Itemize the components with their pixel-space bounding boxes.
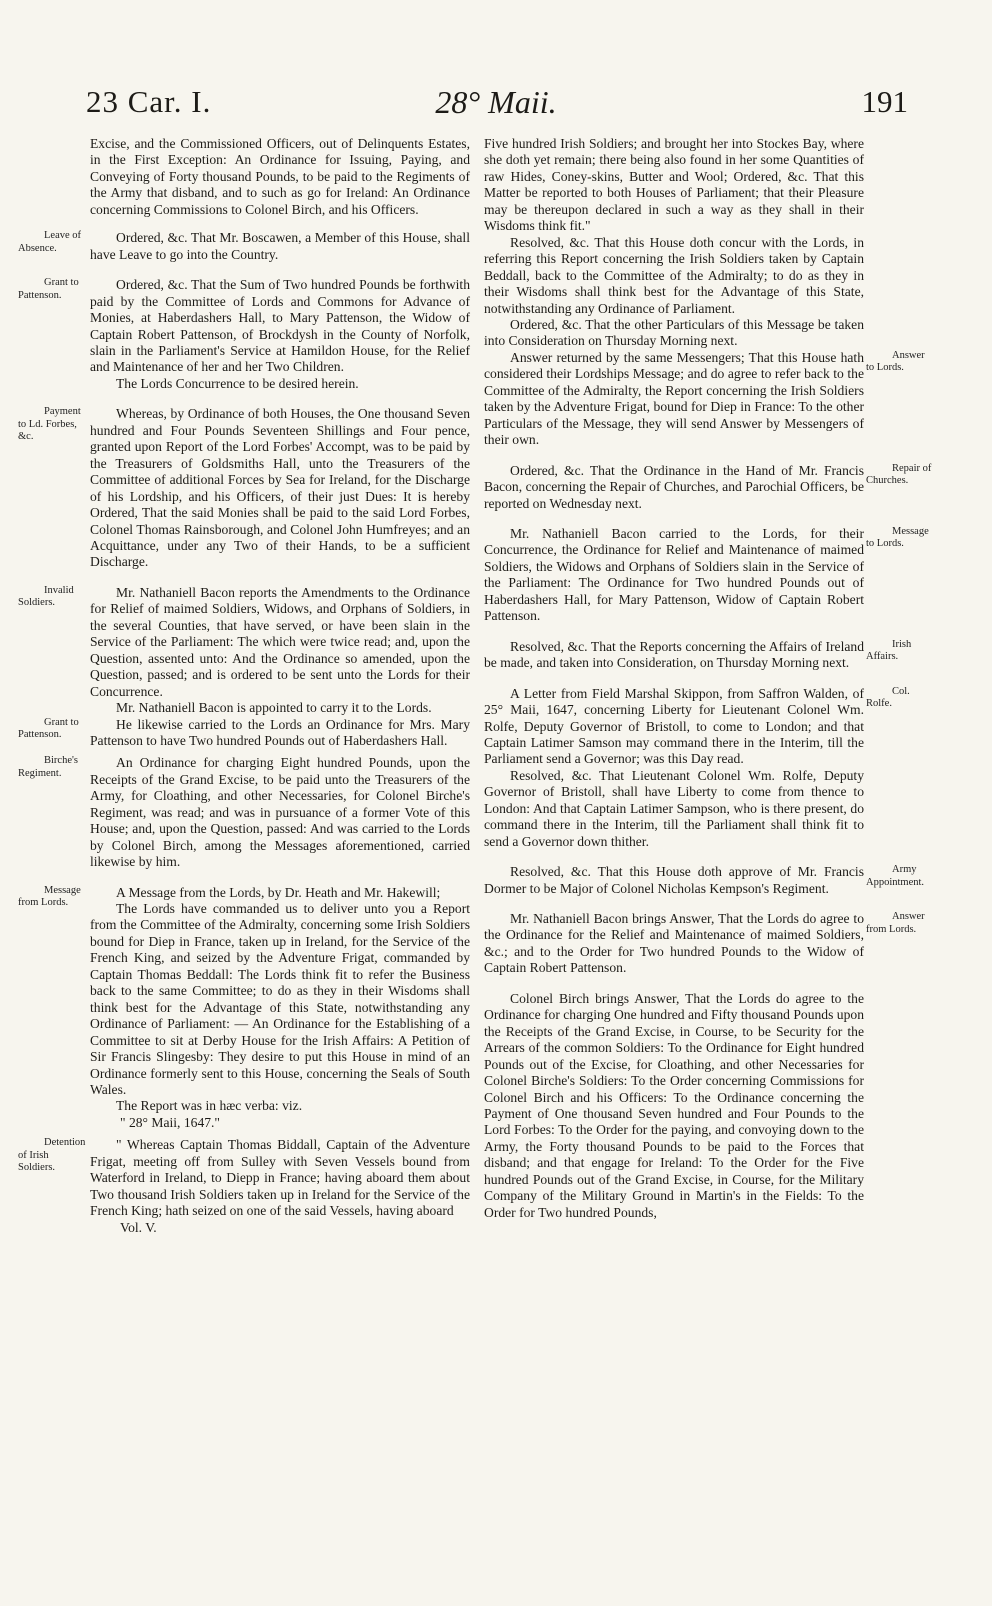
paragraph: Birche's Regiment. An Ordinance for charging Eight hundred Pounds, upon the Receipts of the Grand Excise, to be paid unto the Treasurers of the Army, for Cloathing, and other Necessaries, for Colonel Birche's Regiment, was read; and was in pursuance of a former Vote of this House; and, upon the Question, passed: And was carried to the Lords by Colonel Birch, among the Messages aforementioned, carried likewise by him. (18, 755, 470, 870)
paragraph: Colonel Birch brings Answer, That the Lords do agree to the Ordinance for charging One hundred and Fifty thousand Pounds upon the Receipts of the Grand Excise, in Course, to be Security for the Arrears of the common Soldiers: To the Ordinance for Eight hundred Pounds out of the Excise, for Cloathing, and other Necessaries for Colonel Birche's Soldiers: To the Order concerning Commissions for Colonel Birch and his Officers: To the Ordinance concerning the Payment of One thousand Seven hundred and Four Pounds to the Lord Forbes: To the Order for the paying, and convoying down to the Army, the Forty thousand Pounds to be paid to the Forces that disband; and that engage for Ireland: To the Order for the Five hundred Pounds out of the Grand Excise, in Course, for the Military Company of the Military Ground in Martin's in the Fields: To the Order for Two hundred Pounds, (484, 990, 864, 1220)
margin-note: Birche's Regiment. (18, 755, 78, 779)
running-head-regnal-year: 23 Car. I. (86, 84, 212, 119)
paragraph: Leave of Absence. Ordered, &c. That Mr. Boscawen, a Member of this House, shall have Leave to go into the Country. (18, 230, 470, 262)
margin-note: Detention of Irish Soldiers. (18, 1137, 86, 1174)
margin-note: Grant to Pattenson. (18, 716, 79, 740)
page-number: 191 (861, 84, 908, 119)
paragraph: Mr. Nathaniell Bacon is appointed to carry it to the Lords. (116, 700, 432, 716)
paragraph: Resolved, &c. That Lieutenant Colonel Wm. Rolfe, Deputy Governor of Bristoll, shall have Liberty to come from thence to London: And that Captain Latimer Sampson, who is there present, do command there in the Interim, till the Parliament shall think fit to send a Governor down thither. (484, 767, 864, 849)
paragraph: Excise, and the Commissioned Officers, out of Delinquents Estates, in the First Exception: An Ordinance for Issuing, Paying, and Conveying of Forty thousand Pounds, to be paid to the Regiments of the Army that disband, and to such as go for Ireland: An Ordinance concerning Commissions to Colonel Birch, and his Officers. (90, 136, 470, 217)
margin-note: Army Appointment. (866, 864, 925, 888)
left-column (18, 136, 470, 1236)
margin-note: Leave of Absence. (18, 230, 82, 254)
margin-note: Col. Rolfe. (866, 685, 910, 710)
right-column (484, 136, 932, 1221)
margin-note: Answer to Lords. (866, 349, 925, 374)
quote-date: " 28° Maii, 1647." (120, 1114, 220, 1130)
paragraph: Ordered, &c. That the other Particulars of this Message be taken into Consideration on Thursday Morning next. (484, 316, 864, 349)
paragraph: Message from Lords. A Message from the Lords, by Dr. Heath and Mr. Hakewill; (18, 884, 441, 909)
volume-signature: Vol. V. (120, 1219, 157, 1235)
paragraph: Col. Rolfe. A Letter from Field Marshal Skippon, from Saffron Walden, of 25° Maii, 1647, concerning Liberty for Lieutenant Colonel Wm. Rolfe, Deputy Governor of Bristoll, to come to London; and that Captain Latimer Samson may command there in the Interim, till the Parliament send a Governor; was this Day read. (484, 686, 864, 768)
paragraph: Grant to Pattenson. He likewise carried to the Lords an Ordinance for Mrs. Mary Pattenson to have Two hundred Pounds out of Haberdashers Hall. (18, 716, 470, 748)
paragraph: Irish Affairs. Resolved, &c. That the Reports concerning the Affairs of Ireland be made, and taken into Consideration, on Thursday Morning next. (484, 639, 864, 672)
margin-note: Message to Lords. (866, 525, 929, 550)
paragraph: The Report was in hæc verba: viz. (116, 1098, 303, 1114)
paragraph: Payment to Ld. Forbes, &c. Whereas, by Ordinance of both Houses, the One thousand Seven hundred and Four Pounds Seventeen Shillings and Four pence, granted upon Report of the Lord Forbes' Accompt, was to be paid by the Treasurers of Goldsmiths Hall, unto the Treasurers of the Committee of additional Forces by Sea for Ireland, for the Discharge of his Lordship, and his Officers, of their just Dues: It is hereby Ordered, That the said Monies shall be paid to the said Lord Forbes, Colonel Thomas Rainsborough, and Colonel John Humfreyes; and an Acquittance, under any Two of their Hands, to be a sufficient Discharge. (18, 406, 470, 570)
margin-note: Repair of Churches. (866, 462, 932, 487)
margin-note: Message from Lords. (18, 884, 81, 909)
running-head-date: 28° Maii. (435, 84, 557, 120)
margin-note: Invalid Soldiers. (18, 584, 74, 609)
margin-note: Irish Affairs. (866, 638, 912, 663)
margin-note: Payment to Ld. Forbes, &c. (18, 406, 81, 443)
paragraph: Answer from Lords. Mr. Nathaniell Bacon brings Answer, That the Lords do agree to the Ordinance for the Relief and Maintenance of maimed Soldiers, &c.; and to the Order for Two hundred Pounds to the Widow of Captain Robert Pattenson. (484, 911, 864, 977)
paragraph: The Lords Concurrence to be desired herein. (116, 375, 359, 391)
paragraph: Resolved, &c. That this House doth concur with the Lords, in referring this Report concerning the Irish Soldiers taken by Captain Beddall, back to the Committee of the Admiralty; to do as they in their Wisdoms shall think best for the Advantage of this State, notwithstanding any Ordinance of Parliament. (484, 234, 864, 316)
paragraph: The Lords have commanded us to deliver unto you a Report from the Committee of the Admiralty, concerning some Irish Soldiers bound for Diep in France, taken up in Ireland, for the Service of the French King, and seized by the Adventure Frigat, commanded by Captain Thomas Beddall: The Lords think fit to refer the Business back to the same Committee; to do as they in their Wisdoms shall think best for the Advantage of this State, notwithstanding any Ordinance of Parliament: — An Ordinance for the Establishing of a Committee to sit at Derby House for the Irish Affairs: A Petition of Sir Francis Slingesby: They desire to put this House in mind of an Ordinance formerly sent to this House, concerning the Seals of South Wales. (90, 901, 470, 1098)
paragraph: Grant to Pattenson. Ordered, &c. That the Sum of Two hundred Pounds be forthwith paid by the Committee of Lords and Commons for Advance of Monies, at Haberdashers Hall, to Mary Pattenson, the Widow of Captain Robert Pattenson, of Brockdysh in the County of Norfolk, slain in the Parliament's Service at Hamildon House, for the Relief and Maintenance of her and her Two Children. (18, 277, 470, 375)
paragraph: Answer to Lords. Answer returned by the same Messengers; That this House hath considered their Lordships Message; and do agree to refer back to the Committee of the Admiralty, the Report concerning the Irish Soldiers taken by the Adventure Frigat, bound for Diep in France: To the other Particulars of the Message, they will send Answer by Messengers of their own. (484, 350, 864, 449)
margin-note: Grant to Pattenson. (18, 277, 79, 301)
paragraph: Five hundred Irish Soldiers; and brought her into Stockes Bay, where she doth yet remain; there being also found in her some Quantities of raw Hides, Coney-skins, Butter and Wool; Ordered, &c. That this Matter be reported to both Houses of Parliament; that their Pleasure may be thereupon declared in such a way as they shall in their Wisdoms think fit." (484, 136, 864, 234)
paragraph: Invalid Soldiers. Mr. Nathaniell Bacon reports the Amendments to the Ordinance for Relief of maimed Soldiers, Widows, and Orphans of Soldiers, in the several Counties, that have served, or have been slain in the Service of the Parliament: The which were twice read; and, upon the Question, assented unto: And the Ordinance so amended, upon the Question, passed; and is ordered to be sent unto the Lords for their Concurrence. (18, 584, 470, 699)
paragraph: Army Appointment. Resolved, &c. That this House doth approve of Mr. Francis Dormer to be Major of Colonel Nicholas Kempson's Regiment. (484, 864, 864, 897)
paragraph: Detention of Irish Soldiers. " Whereas Captain Thomas Biddall, Captain of the Adventure Frigat, meeting off from Sulley with Seven Vessels bound from Waterford in Ireland, to Diepp in France; having aboard them about Two thousand Irish Soldiers taken up in Ireland for the Service of the French King; hath seized on one of the said Vessels, having aboard (18, 1137, 470, 1219)
paragraph: Message to Lords. Mr. Nathaniell Bacon carried to the Lords, for their Concurrence, the Ordinance for Relief and Maintenance of maimed Soldiers, the Widows and Orphans of Soldiers slain in the Service of the Parliament: The Ordinance for Two hundred Pounds out of Haberdashers Hall, for Mary Pattenson, Widow of Captain Robert Pattenson. (484, 526, 864, 625)
paragraph: Repair of Churches. Ordered, &c. That the Ordinance in the Hand of Mr. Francis Bacon, concerning the Repair of Churches, and Parochial Officers, be reported on Wednesday next. (484, 462, 932, 511)
margin-note: Answer from Lords. (866, 911, 925, 935)
